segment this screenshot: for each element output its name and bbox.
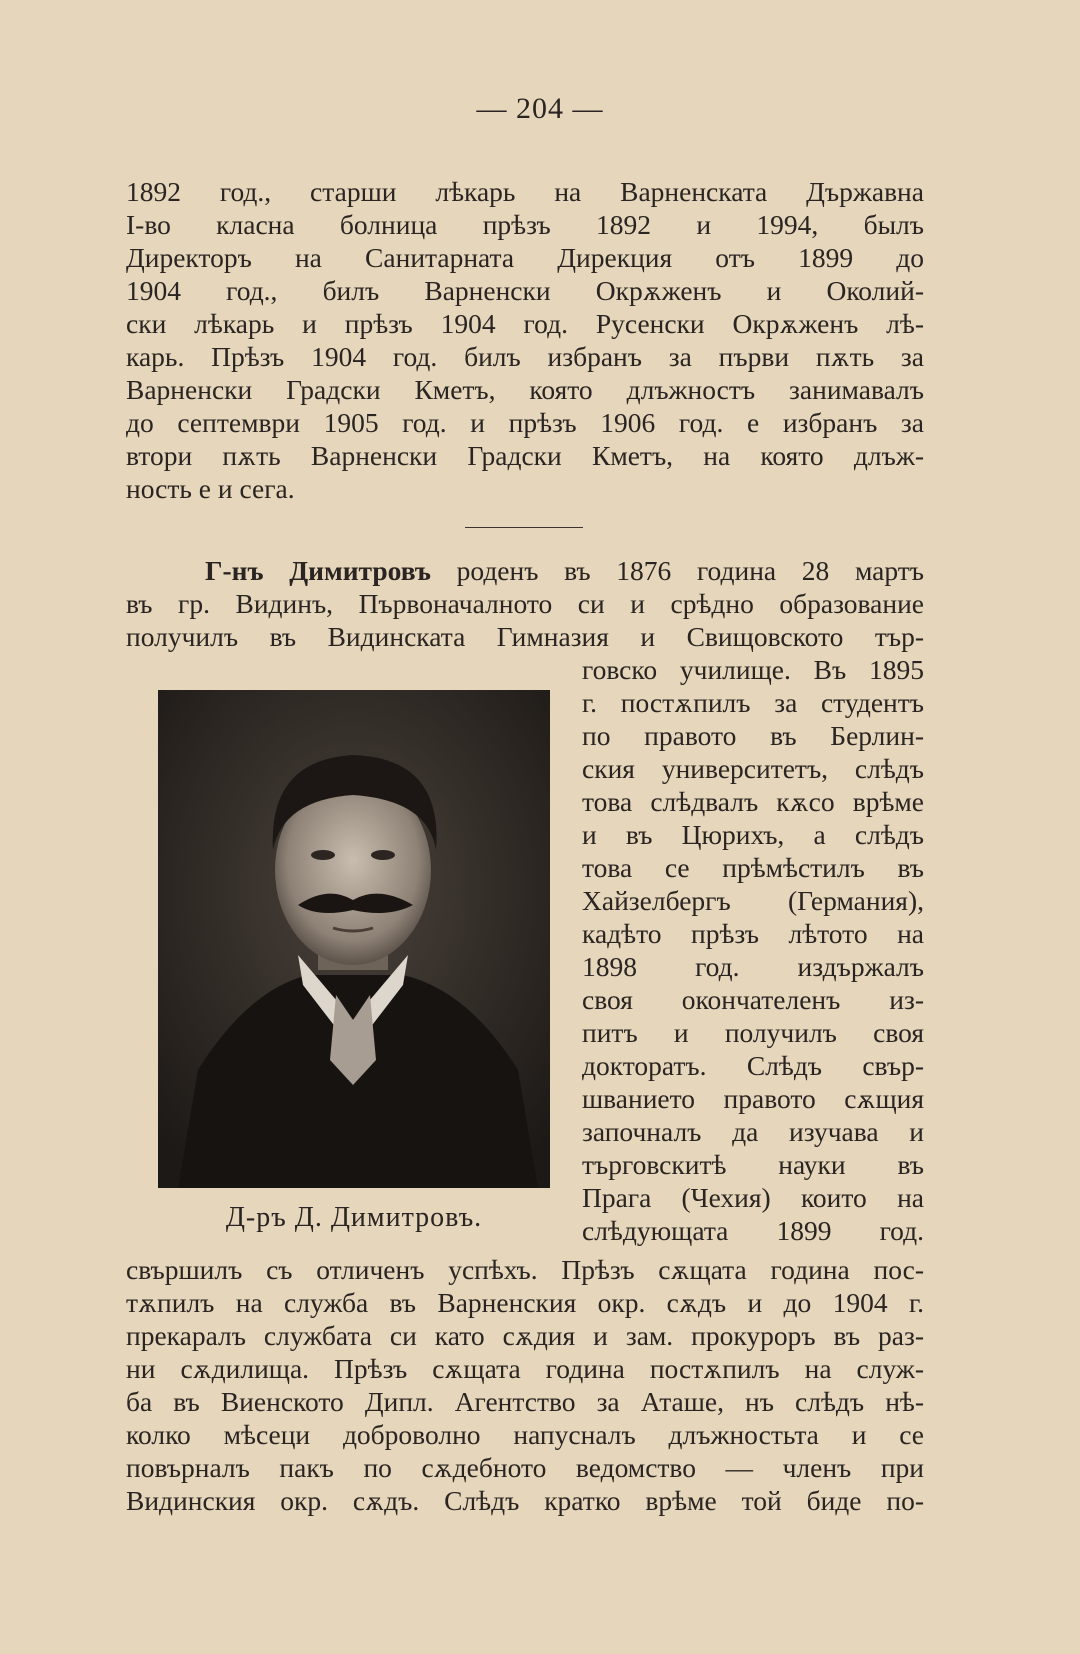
text-line: питъ и получилъ своя bbox=[582, 1017, 924, 1048]
text-line: Видинския окр. сѫдъ. Слѣдъ кратко врѣме той биде по- bbox=[126, 1485, 924, 1516]
text-line: 1904 год., билъ Варненски Окрѫженъ и Околий- bbox=[126, 275, 924, 306]
text-line: Варненски Градски Кметъ, която длъжностъ занимавалъ bbox=[126, 374, 924, 405]
text-line: търговскитѣ науки въ bbox=[582, 1149, 924, 1180]
text-line: ски лѣкарь и прѣзъ 1904 год. Русенски Окрѫженъ лѣ- bbox=[126, 308, 924, 339]
text-line: говско училище. Въ 1895 bbox=[582, 654, 924, 685]
photo-caption: Д-ръ Д. Димитровъ. bbox=[225, 1202, 483, 1233]
text-line: I-во класна болница прѣзъ 1892 и 1994, былъ bbox=[126, 209, 924, 240]
text-line: прекаралъ службата си като сѫдия и зам. прокуроръ въ раз- bbox=[126, 1320, 924, 1351]
text-line: повърналъ пакъ по сѫдебното ведомство — членъ при bbox=[126, 1452, 924, 1483]
text-line: колко мѣсеци доброволно напусналъ длъжностьта и се bbox=[126, 1419, 924, 1450]
text-line: и въ Цюрихъ, а слѣдъ bbox=[582, 819, 924, 850]
text-line: тѫпилъ на служба въ Варненския окр. сѫдъ и до 1904 г. bbox=[126, 1287, 924, 1318]
text-line: по правото въ Берлин- bbox=[582, 720, 924, 751]
text-line: ба въ Виенското Дипл. Агентство за Аташе, нъ слѣдъ нѣ- bbox=[126, 1386, 924, 1417]
text-line: шванието правото сѫщия bbox=[582, 1083, 924, 1114]
text-line: получилъ въ Видинската Гимназия и Свищовското тър- bbox=[126, 621, 924, 652]
text-line: ския университетъ, слѣдъ bbox=[582, 753, 924, 784]
text-line: 1892 год., старши лѣкарь на Варненската Държавна bbox=[126, 176, 924, 207]
text-line: това слѣдвалъ кѫсо врѣме bbox=[582, 786, 924, 817]
text-line: втори пѫть Варненски Градски Кметъ, на която длъж- bbox=[126, 440, 924, 471]
person-name: Г-нъ Димитровъ bbox=[205, 555, 431, 586]
text-line: до септември 1905 год. и прѣзъ 1906 год. е избранъ за bbox=[126, 407, 924, 438]
text-line: кадѣто прѣзъ лѣтото на bbox=[582, 918, 924, 949]
text-line: ность е и сега. bbox=[126, 473, 295, 504]
text-line: свършилъ съ отличенъ успѣхъ. Прѣзъ сѫщата година пос- bbox=[126, 1254, 924, 1285]
text-line: това се прѣмѣстилъ въ bbox=[582, 852, 924, 883]
text-line: слѣдующата 1899 год. bbox=[582, 1215, 924, 1246]
text-line: Директоръ на Санитарната Дирекция отъ 1899 до bbox=[126, 242, 924, 273]
text-line: докторатъ. Слѣдъ свър- bbox=[582, 1050, 924, 1081]
portrait-photo bbox=[158, 690, 550, 1188]
text-line: Прага (Чехия) които на bbox=[582, 1182, 924, 1213]
section-divider bbox=[465, 527, 583, 528]
text-line: въ гр. Видинъ, Първоначалното си и срѣдно образование bbox=[126, 588, 924, 619]
text-line: г. постѫпилъ за студентъ bbox=[582, 687, 924, 718]
text-line: ни сѫдилища. Прѣзъ сѫщата година постѫпилъ на служ- bbox=[126, 1353, 924, 1384]
text-line: 1898 год. издържалъ bbox=[582, 951, 924, 982]
text-fragment: роденъ въ 1876 година 28 мартъ bbox=[456, 555, 925, 586]
text-line: започналъ да изучава и bbox=[582, 1116, 924, 1147]
text-line: своя окончателенъ из- bbox=[582, 984, 924, 1015]
page-number: — 204 — bbox=[476, 92, 604, 125]
text-line: Хайзелбергъ (Германия), bbox=[582, 885, 924, 916]
portrait-image bbox=[158, 690, 550, 1188]
paragraph-start-line bbox=[205, 554, 924, 587]
text-line: карь. Прѣзъ 1904 год. билъ избранъ за първи пѫть за bbox=[126, 341, 924, 372]
